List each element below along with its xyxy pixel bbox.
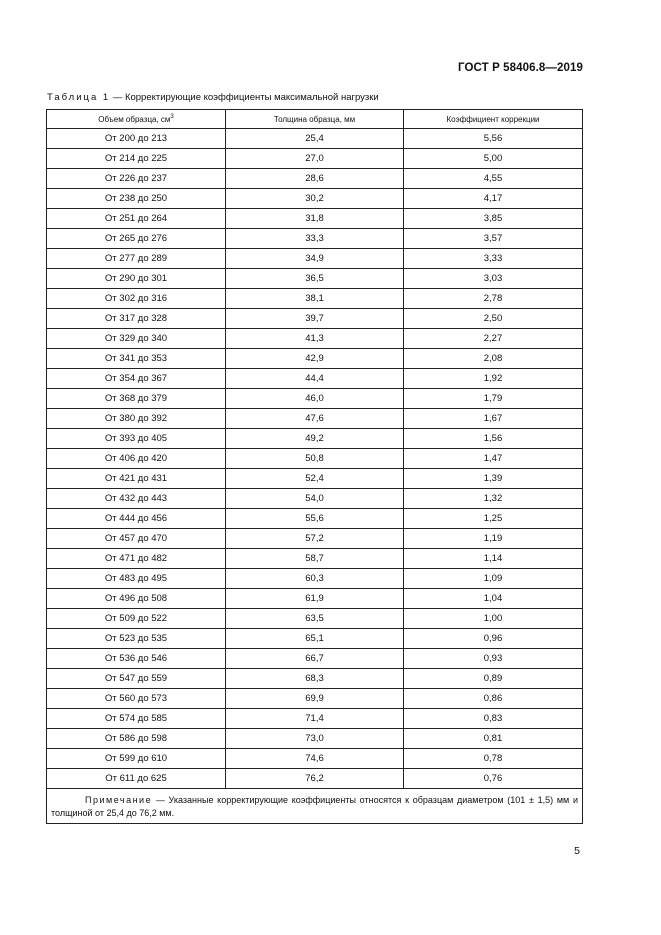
cell-thickness: 63,5	[226, 609, 404, 629]
cell-volume: От 574 до 585	[47, 709, 226, 729]
cell-coefficient: 3,33	[404, 249, 583, 269]
cell-coefficient: 1,47	[404, 449, 583, 469]
cell-thickness: 61,9	[226, 589, 404, 609]
column-header-thickness: Толщина образца, мм	[226, 110, 404, 129]
cell-volume: От 290 до 301	[47, 269, 226, 289]
cell-thickness: 68,3	[226, 669, 404, 689]
cell-thickness: 49,2	[226, 429, 404, 449]
cell-thickness: 73,0	[226, 729, 404, 749]
unit-superscript: 3	[170, 113, 174, 120]
cell-thickness: 69,9	[226, 689, 404, 709]
cell-volume: От 380 до 392	[47, 409, 226, 429]
cell-thickness: 46,0	[226, 389, 404, 409]
cell-volume: От 509 до 522	[47, 609, 226, 629]
cell-volume: От 471 до 482	[47, 549, 226, 569]
cell-coefficient: 1,19	[404, 529, 583, 549]
table-row	[47, 329, 583, 349]
table-row	[47, 609, 583, 629]
cell-coefficient: 1,25	[404, 509, 583, 529]
cell-thickness: 66,7	[226, 649, 404, 669]
cell-volume: От 406 до 420	[47, 449, 226, 469]
table-row	[47, 389, 583, 409]
cell-thickness: 36,5	[226, 269, 404, 289]
cell-thickness: 44,4	[226, 369, 404, 389]
table-caption	[47, 92, 379, 103]
table-row	[47, 629, 583, 649]
table-note	[47, 789, 583, 824]
correction-coefficients-table	[46, 109, 583, 824]
cell-volume: От 432 до 443	[47, 489, 226, 509]
table-row	[47, 409, 583, 429]
column-header-coefficient: Коэффициент коррекции	[404, 110, 583, 129]
cell-thickness: 39,7	[226, 309, 404, 329]
table-row	[47, 189, 583, 209]
cell-volume: От 277 до 289	[47, 249, 226, 269]
note-text: — Указанные корректирующие коэффициенты относятся к образцам диаметром (101 ± 1,5) мм и толщиной от 25,4 до 76,2 мм.	[51, 795, 578, 818]
table-caption-text: — Корректирующие коэффициенты максимальной нагрузки	[110, 92, 379, 103]
cell-volume: От 586 до 598	[47, 729, 226, 749]
cell-coefficient: 0,76	[404, 769, 583, 789]
cell-coefficient: 0,96	[404, 629, 583, 649]
table-row	[47, 469, 583, 489]
table-row	[47, 149, 583, 169]
table-caption-label: Таблица 1	[47, 92, 111, 103]
cell-volume: От 368 до 379	[47, 389, 226, 409]
cell-coefficient: 3,85	[404, 209, 583, 229]
table-row	[47, 129, 583, 149]
table-row	[47, 309, 583, 329]
cell-volume: От 444 до 456	[47, 509, 226, 529]
cell-thickness: 38,1	[226, 289, 404, 309]
table-row	[47, 349, 583, 369]
table-row	[47, 269, 583, 289]
cell-thickness: 34,9	[226, 249, 404, 269]
cell-coefficient: 0,86	[404, 689, 583, 709]
cell-volume: От 536 до 546	[47, 649, 226, 669]
table-row	[47, 649, 583, 669]
cell-volume: От 496 до 508	[47, 589, 226, 609]
note-label: Примечание	[85, 795, 153, 805]
cell-volume: От 599 до 610	[47, 749, 226, 769]
cell-volume: От 200 до 213	[47, 129, 226, 149]
page-number: 5	[574, 845, 580, 857]
cell-coefficient: 2,27	[404, 329, 583, 349]
table-row	[47, 509, 583, 529]
cell-thickness: 58,7	[226, 549, 404, 569]
cell-volume: От 341 до 353	[47, 349, 226, 369]
table-header-row	[47, 110, 583, 129]
cell-thickness: 30,2	[226, 189, 404, 209]
cell-volume: От 265 до 276	[47, 229, 226, 249]
cell-thickness: 31,8	[226, 209, 404, 229]
cell-volume: От 523 до 535	[47, 629, 226, 649]
cell-thickness: 76,2	[226, 769, 404, 789]
cell-thickness: 28,6	[226, 169, 404, 189]
table-row	[47, 449, 583, 469]
table-row	[47, 569, 583, 589]
cell-volume: От 214 до 225	[47, 149, 226, 169]
cell-volume: От 329 до 340	[47, 329, 226, 349]
cell-coefficient: 1,67	[404, 409, 583, 429]
cell-coefficient: 0,93	[404, 649, 583, 669]
table-row	[47, 749, 583, 769]
table-row	[47, 229, 583, 249]
cell-volume: От 238 до 250	[47, 189, 226, 209]
cell-coefficient: 0,83	[404, 709, 583, 729]
cell-thickness: 55,6	[226, 509, 404, 529]
cell-thickness: 74,6	[226, 749, 404, 769]
column-header-volume-label: Объем образца, см	[98, 114, 171, 124]
table-note-row	[47, 789, 583, 824]
cell-coefficient: 1,32	[404, 489, 583, 509]
cell-coefficient: 1,39	[404, 469, 583, 489]
cell-volume: От 547 до 559	[47, 669, 226, 689]
cell-thickness: 41,3	[226, 329, 404, 349]
table-body	[47, 129, 583, 789]
cell-coefficient: 3,57	[404, 229, 583, 249]
table-row	[47, 169, 583, 189]
document-code: ГОСТ Р 58406.8—2019	[458, 62, 583, 74]
table-row	[47, 709, 583, 729]
column-header-volume	[47, 110, 226, 129]
table-row	[47, 769, 583, 789]
cell-volume: От 302 до 316	[47, 289, 226, 309]
cell-coefficient: 2,78	[404, 289, 583, 309]
table-row	[47, 489, 583, 509]
table-row	[47, 729, 583, 749]
table-row	[47, 249, 583, 269]
cell-thickness: 42,9	[226, 349, 404, 369]
cell-thickness: 54,0	[226, 489, 404, 509]
cell-thickness: 52,4	[226, 469, 404, 489]
cell-volume: От 226 до 237	[47, 169, 226, 189]
cell-coefficient: 1,09	[404, 569, 583, 589]
cell-thickness: 47,6	[226, 409, 404, 429]
cell-thickness: 25,4	[226, 129, 404, 149]
table-row	[47, 429, 583, 449]
table-row	[47, 669, 583, 689]
table-row	[47, 549, 583, 569]
cell-thickness: 71,4	[226, 709, 404, 729]
cell-coefficient: 4,17	[404, 189, 583, 209]
cell-thickness: 60,3	[226, 569, 404, 589]
table-row	[47, 289, 583, 309]
cell-coefficient: 0,89	[404, 669, 583, 689]
cell-volume: От 611 до 625	[47, 769, 226, 789]
cell-volume: От 457 до 470	[47, 529, 226, 549]
cell-coefficient: 1,79	[404, 389, 583, 409]
cell-coefficient: 1,56	[404, 429, 583, 449]
table-row	[47, 589, 583, 609]
cell-volume: От 354 до 367	[47, 369, 226, 389]
cell-coefficient: 4,55	[404, 169, 583, 189]
cell-coefficient: 2,08	[404, 349, 583, 369]
cell-volume: От 251 до 264	[47, 209, 226, 229]
table-row	[47, 209, 583, 229]
cell-volume: От 560 до 573	[47, 689, 226, 709]
cell-volume: От 393 до 405	[47, 429, 226, 449]
cell-coefficient: 0,81	[404, 729, 583, 749]
cell-thickness: 50,8	[226, 449, 404, 469]
cell-volume: От 421 до 431	[47, 469, 226, 489]
table-row	[47, 369, 583, 389]
cell-coefficient: 5,56	[404, 129, 583, 149]
table-row	[47, 689, 583, 709]
cell-coefficient: 1,92	[404, 369, 583, 389]
cell-coefficient: 0,78	[404, 749, 583, 769]
cell-coefficient: 3,03	[404, 269, 583, 289]
cell-thickness: 57,2	[226, 529, 404, 549]
cell-coefficient: 1,14	[404, 549, 583, 569]
cell-coefficient: 1,00	[404, 609, 583, 629]
cell-thickness: 27,0	[226, 149, 404, 169]
cell-volume: От 483 до 495	[47, 569, 226, 589]
cell-coefficient: 2,50	[404, 309, 583, 329]
cell-coefficient: 5,00	[404, 149, 583, 169]
cell-coefficient: 1,04	[404, 589, 583, 609]
table-row	[47, 529, 583, 549]
cell-volume: От 317 до 328	[47, 309, 226, 329]
cell-thickness: 65,1	[226, 629, 404, 649]
cell-thickness: 33,3	[226, 229, 404, 249]
